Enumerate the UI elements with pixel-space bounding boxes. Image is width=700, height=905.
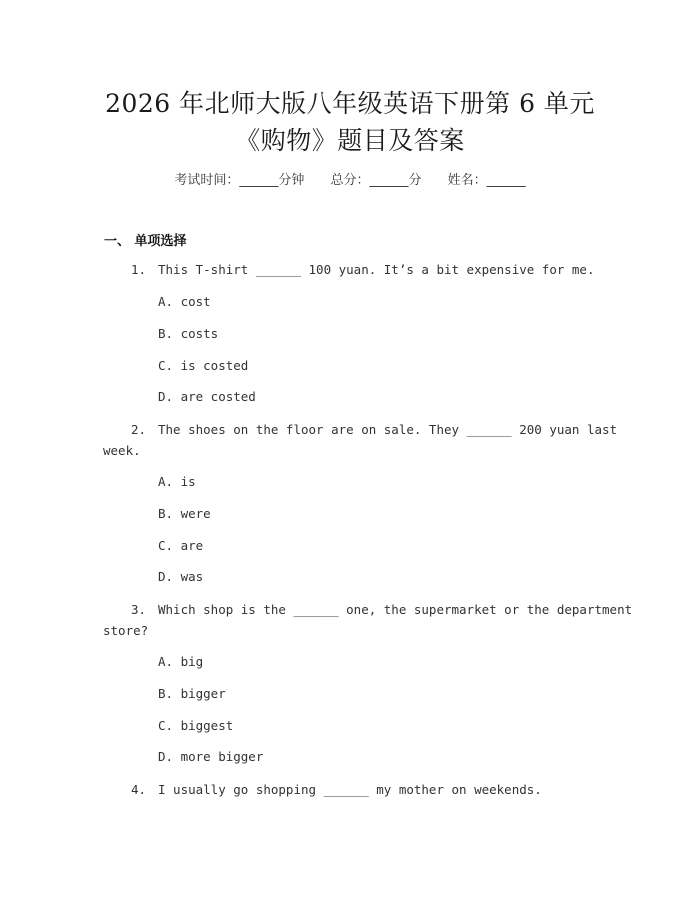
question-number: 1. <box>131 262 147 277</box>
question-number: 3. <box>131 602 147 617</box>
section-heading: 一、 单项选择 <box>104 234 187 249</box>
exam-time-field: 考试时间：______分钟 <box>174 173 305 188</box>
option-c: C. is costed <box>158 358 249 373</box>
option-a: A. cost <box>158 294 211 309</box>
option-c: C. are <box>158 538 204 553</box>
question-text: This T-shirt ______ 100 yuan. It’s a bit expensive for me. <box>158 262 595 277</box>
option-b: B. bigger <box>158 686 226 701</box>
option-b: B. were <box>158 506 211 521</box>
option-c: C. biggest <box>158 718 234 733</box>
total-score-field: 总分：______分 <box>330 173 422 188</box>
option-d: D. more bigger <box>158 749 264 764</box>
option-b: B. costs <box>158 326 219 341</box>
question-text-continued: store? <box>103 623 149 638</box>
question-text-continued: week. <box>103 443 141 458</box>
question-text: I usually go shopping ______ my mother on weekends. <box>158 782 542 797</box>
exam-meta <box>0 169 700 188</box>
option-a: A. is <box>158 474 196 489</box>
option-d: D. was <box>158 569 204 584</box>
option-d: D. are costed <box>158 389 256 404</box>
question-text: Which shop is the ______ one, the supermarket or the department <box>158 602 633 617</box>
question-number: 4. <box>131 782 147 797</box>
page-title-line2: 《购物》题目及答案 <box>235 126 465 155</box>
option-a: A. big <box>158 654 204 669</box>
student-name-field: 姓名：______ <box>447 173 526 188</box>
question-number: 2. <box>131 422 147 437</box>
question-text: The shoes on the floor are on sale. They ______ 200 yuan last <box>158 422 618 437</box>
page-title-line1: 2026 年北师大版八年级英语下册第 6 单元 <box>105 89 595 118</box>
